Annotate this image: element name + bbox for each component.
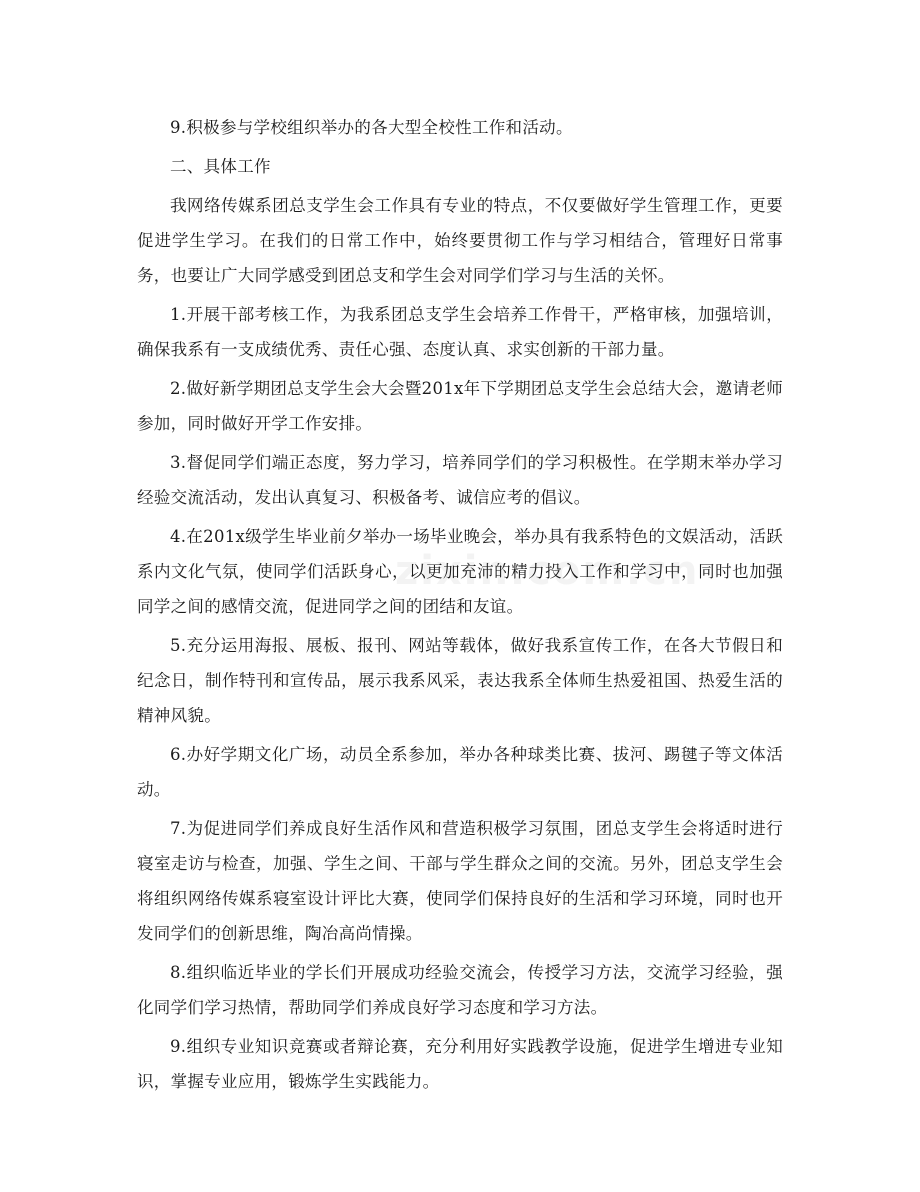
list-item-5: 5.充分运用海报、展板、报刊、网站等载体，做好我系宣传工作，在各大节假日和纪念日，制作特刊和宣传品，展示我系风采，表达我系全体师生热爱祖国、热爱生活的精神风貌。 [137,636,783,725]
intro-paragraph: 我网络传媒系团总支学生会工作具有专业的特点，不仅要做好学生管理工作，更要促进学生学习。在我们的日常工作中，始终要贯彻工作与学习相结合，管理好日常事务，也要让广大同学感受到团总支和学生会对同学们学习与生活的关怀。 [137,196,783,285]
document-body [137,110,783,1103]
list-item-3: 3.督促同学们端正态度，努力学习，培养同学们的学习积极性。在学期末举办学习经验交流活动，发出认真复习、积极备考、诚信应考的倡议。 [137,453,783,507]
list-item-9: 9.组织专业知识竞赛或者辩论赛，充分利用好实践教学设施，促进学生增进专业知识，掌握专业应用，锻炼学生实践能力。 [137,1037,783,1091]
list-item-6: 6.办好学期文化广场，动员全系参加，举办各种球类比赛、拔河、踢毽子等文体活动。 [137,745,783,799]
list-item-4: 4.在201x级学生毕业前夕举办一场毕业晚会，举办具有我系特色的文娱活动，活跃系内文化气氛，使同学们活跃身心，以更加充沛的精力投入工作和学习中，同时也加强同学之间的感情交流，促进同学之间的团结和友谊。 [137,527,783,616]
list-item-2: 2.做好新学期团总支学生会大会暨201x年下学期团总支学生会总结大会，邀请老师参加，同时做好开学工作安排。 [137,379,783,433]
section-heading: 二、具体工作 [170,157,271,176]
list-item-1: 1.开展干部考核工作，为我系团总支学生会培养工作骨干，严格审核，加强培训，确保我系有一支成绩优秀、责任心强、态度认真、求实创新的干部力量。 [137,305,783,359]
list-item-7: 7.为促进同学们养成良好生活作风和营造积极学习氛围，团总支学生会将适时进行寝室走访与检查，加强、学生之间、干部与学生群众之间的交流。另外，团总支学生会将组织网络传媒系寝室设计评比大赛，使同学们保持良好的生活和学习环境，同时也开发同学们的创新思维，陶冶高尚情操。 [137,819,783,943]
list-item-8: 8.组织临近毕业的学长们开展成功经验交流会，传授学习方法，交流学习经验，强化同学们学习热情，帮助同学们养成良好学习态度和学习方法。 [137,963,783,1017]
paragraph-item-9-intro: 9.积极参与学校组织举办的各大型全校性工作和活动。 [170,118,573,137]
